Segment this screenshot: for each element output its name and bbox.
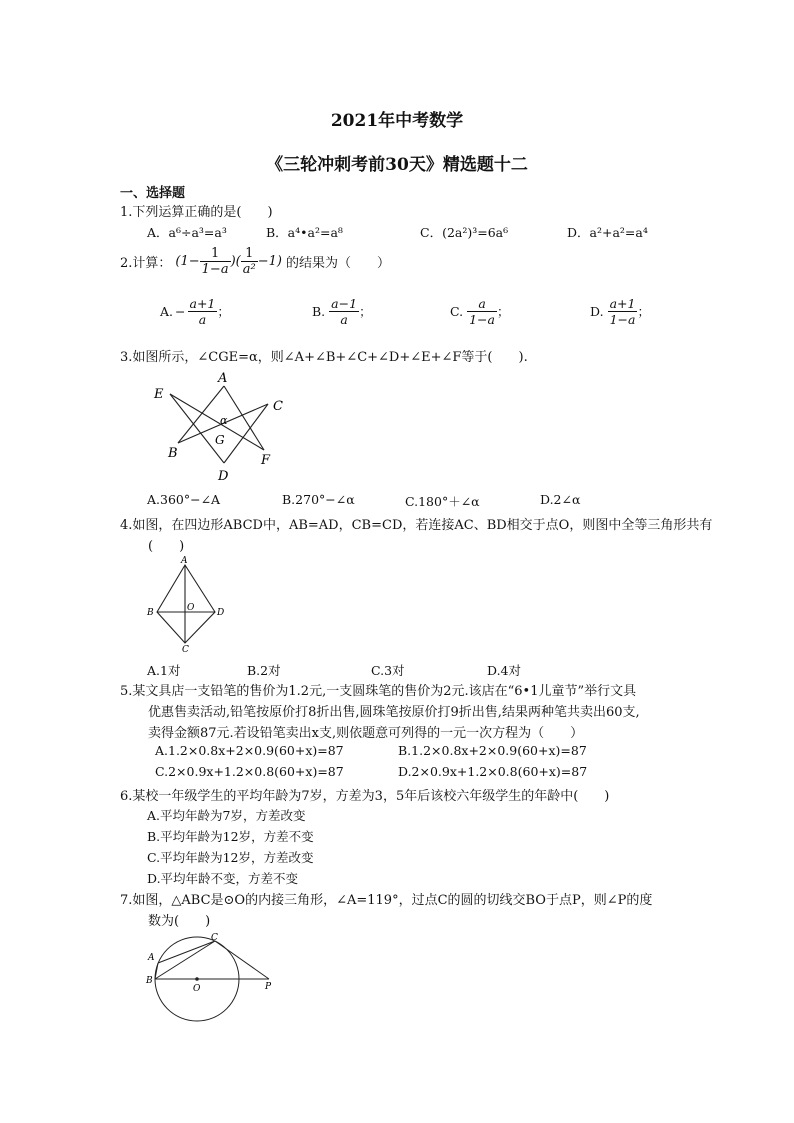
question-4-option-a: A.1对 [147, 663, 181, 678]
question-2-prefix: 2.计算： [120, 255, 172, 271]
figure-label-b: B [168, 446, 178, 461]
figure-label-e: E [154, 387, 164, 402]
question-5-stem-line-1: 5.某文具店一支铅笔的售价为1.2元,一支圆珠笔的售价为2元.该店在“6•1儿童节”举行文具 [120, 684, 637, 699]
figure-label-f: F [261, 453, 271, 468]
figure-label-b: B [147, 608, 154, 618]
question-1-option-d: D．a²+a²=a⁴ [567, 225, 648, 240]
question-3-option-d: D.2∠α [540, 492, 581, 507]
question-2-fraction-2: $\frac{1}{\text{a²}}$ [242, 245, 256, 277]
figure-label-o: O [187, 603, 195, 613]
document-title: 2021年中考数学 [330, 111, 464, 131]
figure-label-a: A [181, 556, 188, 566]
figure-center-point [195, 977, 199, 981]
question-7-stem-line-2: 数为( ) [148, 914, 211, 929]
figure-label-c: C [273, 399, 283, 414]
question-2-suffix: 的结果为（ ） [285, 255, 390, 271]
question-3-option-a: A.360°−∠A [147, 492, 221, 507]
question-3-option-b: B.270°−∠α [282, 492, 355, 507]
question-2-mid: )( [230, 253, 241, 269]
figure-line-ed [170, 394, 224, 463]
question-2-option-c: C. $\frac{a}{1-a}$ ； [450, 295, 510, 327]
figure-label-g: G [215, 433, 225, 447]
figure-label-d: D [218, 469, 229, 484]
question-2-tail: −1) [257, 253, 282, 269]
question-6-option-b: B.平均年龄为12岁，方差不变 [147, 829, 314, 844]
question-1-option-c: C．(2a²)³=6a⁶ [420, 225, 509, 240]
figure-label-o: O [193, 984, 201, 994]
question-4-option-b: B.2对 [247, 663, 281, 678]
question-4-option-c: C.3对 [371, 663, 405, 678]
figure-label-c: C [211, 933, 218, 943]
question-3-star-figure [150, 368, 300, 486]
question-5-option-b: B.1.2×0.8x+2×0.9(60+x)=87 [398, 743, 587, 758]
question-4-kite-figure [145, 555, 230, 655]
question-6-stem: 6.某校一年级学生的平均年龄为7岁，方差为3，5年后该校六年级学生的年龄中( ) [120, 789, 610, 804]
question-2-option-a: A. − $\frac{a+1}{a}$ ； [160, 295, 230, 327]
figure-label-b: B [146, 976, 153, 986]
question-4-stem-line-1: 4.如图，在四边形ABCD中，AB=AD，CB=CD，若连接AC、BD相交于点O，则图中全等三角形共有 [120, 518, 713, 533]
question-1-stem: 1.下列运算正确的是( ) [120, 205, 273, 220]
question-2-option-d: D. $\frac{a+1}{1-a}$ ； [590, 295, 650, 327]
question-5-stem-line-3: 卖得金额87元.若设铅笔卖出x支,则依题意可列得的一元一次方程为（ ） [148, 726, 584, 741]
section-heading: 一、选择题 [120, 186, 186, 201]
document-subtitle: 《三轮冲刺考前30天》精选题十二 [266, 155, 528, 175]
figure-label-p: P [265, 982, 272, 992]
question-2-fraction-1: $\frac{1}{1-a}$ [201, 245, 229, 277]
question-5-option-c: C.2×0.9x+1.2×0.8(60+x)=87 [155, 764, 344, 779]
question-5-option-a: A.1.2×0.8x+2×0.9(60+x)=87 [155, 743, 344, 758]
figure-label-c: C [182, 645, 189, 655]
figure-tangent-cp [215, 941, 269, 979]
question-2-stem [120, 244, 390, 278]
question-6-option-a: A.平均年龄为7岁，方差改变 [147, 808, 306, 823]
question-4-option-d: D.4对 [487, 663, 522, 678]
question-6-option-c: C.平均年龄为12岁，方差改变 [147, 850, 314, 865]
question-3-stem: 3.如图所示，∠CGE=α，则∠A+∠B+∠C+∠D+∠E+∠F等于( ). [120, 350, 528, 365]
question-5-option-d: D.2×0.9x+1.2×0.8(60+x)=87 [398, 764, 588, 779]
question-1-option-a: A．a⁶÷a³=a³ [147, 225, 227, 240]
question-4-stem-line-2: ( ) [148, 539, 185, 554]
question-2-option-b: B. $\frac{a-1}{a}$ ； [312, 295, 372, 327]
figure-label-alpha: α [220, 414, 228, 427]
question-3-option-c: C.180°＋∠α [405, 494, 480, 509]
question-1-option-b: B．a⁴•a²=a⁸ [266, 225, 343, 240]
question-7-stem-line-1: 7.如图，△ABC是⊙O的内接三角形，∠A=119°，过点C的圆的切线交BO于点P，则∠P的度 [120, 893, 653, 908]
question-7-circle-figure [145, 932, 280, 1022]
question-5-stem-line-2: 优惠售卖活动,铅笔按原价打8折出售,圆珠笔按原价打9折出售,结果两种笔共卖出60支, [148, 705, 640, 720]
question-6-option-d: D.平均年龄不变，方差不变 [147, 871, 299, 886]
figure-line-ac [158, 941, 215, 963]
figure-label-a: A [148, 953, 155, 963]
figure-label-d: D [217, 608, 225, 618]
figure-kite-outline [157, 565, 215, 643]
question-2-open: (1− [175, 253, 200, 269]
figure-line-bc [155, 941, 215, 979]
figure-label-a: A [218, 371, 228, 386]
